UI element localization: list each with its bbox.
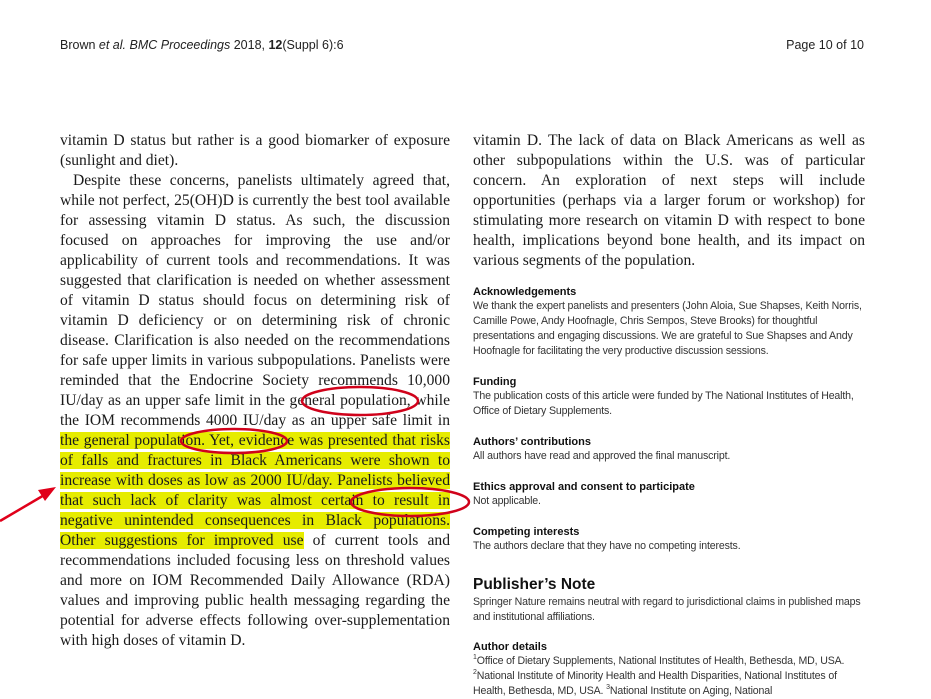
section-publisher-note xyxy=(473,575,868,625)
section-body: The publication costs of this article were funded by The National Institutes of Health, Office of Dietary Supplements. xyxy=(473,390,854,417)
paragraph: vitamin D status but rather is a good biomarker of exposure (sunlight and diet). xyxy=(60,132,450,169)
section-acknowledgements xyxy=(473,285,868,359)
section-title: Funding xyxy=(473,376,517,388)
section-body: The authors declare that they have no competing interests. xyxy=(473,540,741,552)
section-body: $^1$Office of Dietary Supplements, National Institutes of Health, Bethesda, MD, USA. $^2$National Institute of Minority Health and Health Disparities, National Institutes of Health, Bethesda, MD, USA. $^3$National Institute on Aging, National xyxy=(473,654,845,697)
arrow-head xyxy=(38,487,56,501)
highlighted-text: the general population. Yet, evidence was presented that risks of falls and fractures in Black Americans were shown to increase with doses as low as 2000 IU/day. Panelists believed that such lack of clarity was almost certain to result in negative unintended consequences in Black populations. Other suggestions for improved use xyxy=(60,432,450,549)
section-body: All authors have read and approved the final manuscript. xyxy=(473,450,731,462)
section-title: Publisher’s Note xyxy=(473,576,596,593)
section-competing-interests xyxy=(473,525,868,554)
page-header xyxy=(60,38,864,58)
page-number: Page 10 of 10 xyxy=(786,38,864,52)
section-title: Competing interests xyxy=(473,526,580,538)
section-ethics xyxy=(473,480,868,509)
right-column xyxy=(473,131,865,271)
section-title: Authors’ contributions xyxy=(473,436,591,448)
section-body: Springer Nature remains neutral with regard to jurisdictional claims in published maps and institutional affiliations. xyxy=(473,596,861,623)
section-body: We thank the expert panelists and presenters (John Aloia, Sue Shapses, Keith Norris, Camille Powe, Andy Hoofnagle, Chris Sempos, Steve Brooks) for thoughtful presentations and engaging discussions. We are grateful to Sue Shapses and Andy Hoofnagle for facilitating the very productive discussion sessions. xyxy=(473,300,862,357)
paragraph: vitamin D. The lack of data on Black Americans as well as other subpopulations within the U.S. was of particular concern. An exploration of next steps will include opportunities (perhaps via a larger forum or workshop) for stimulating more research on vitamin D with respect to bone health, implications beyond bone health, and its impact on various segments of the population. xyxy=(473,132,865,269)
section-funding xyxy=(473,375,868,419)
section-title: Ethics approval and consent to participate xyxy=(473,481,695,493)
arrow-line xyxy=(0,494,46,521)
section-title: Acknowledgements xyxy=(473,286,577,298)
citation: Brown et al. BMC Proceedings 2018, 12(Suppl 6):6 xyxy=(60,38,344,52)
paragraph-highlighted: Despite these concerns, panelists ultimately agreed that, while not perfect, 25(OH)D is currently the best tool available for assessing vitamin D status. As such, the discussion focused on approaches for improving the use and/or applicability of current tools and recommendations. It was suggested that clarification is needed on whether assessment of vitamin D status should focus on determining risk of vitamin D deficiency or on determining risk of chronic disease. Clarification is also needed on the recommendations for safe upper limits in various subpopulations. Panelists were reminded that the Endocrine Society recommends 10,000 IU/day as an upper safe limit in the general population, while the IOM recommends 4000 IU/day as an upper safe limit in the general population. Yet, evidence was presented that risks of falls and fractures in Black Americans were shown to increase with doses as low as 2000 IU/day. Panelists believed that such lack of clarity was almost certain to result in negative unintended consequences in Black populations. Other suggestions for improved use of current tools and recommendations included focusing less on threshold values and more on IOM Recommended Daily Allowance (RDA) values and improving public health messaging regarding the potential for adverse effects following over-supplementation with high doses of vitamin D. xyxy=(60,172,450,649)
section-body: Not applicable. xyxy=(473,495,541,507)
section-author-details xyxy=(473,640,868,699)
section-contributions xyxy=(473,435,868,464)
section-title: Author details xyxy=(473,641,547,653)
left-column xyxy=(60,131,450,651)
